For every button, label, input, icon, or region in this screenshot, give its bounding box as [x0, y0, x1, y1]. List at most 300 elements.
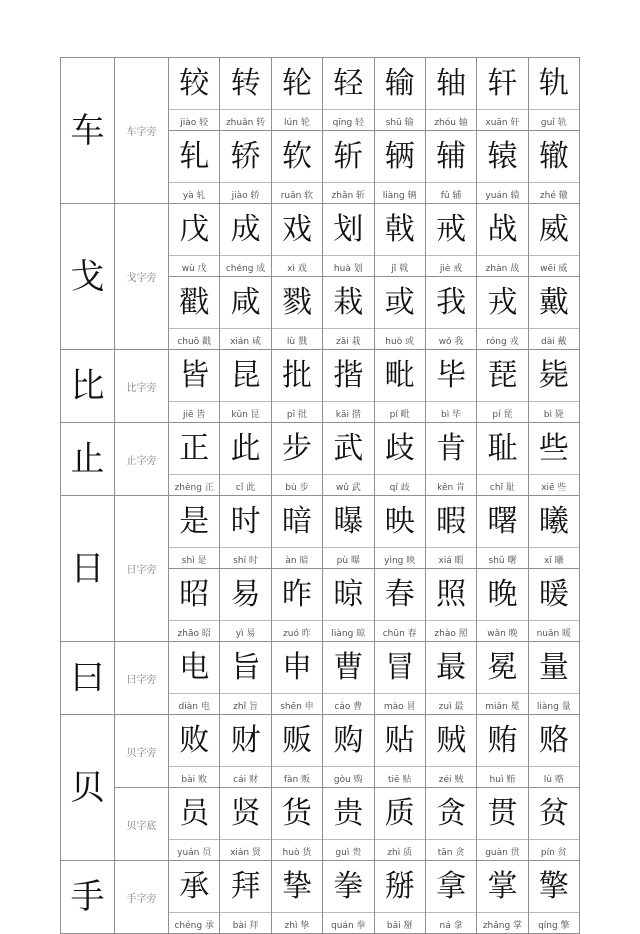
char-cell: [425, 58, 476, 110]
pinyin-label: xiá 暇: [438, 556, 464, 566]
calligraphy-char: 戮: [281, 285, 312, 320]
calligraphy-char: 戒: [436, 212, 467, 247]
calligraphy-char: 揩: [333, 358, 364, 393]
calligraphy-char: 步: [281, 431, 312, 466]
char-cell: [374, 204, 425, 256]
pinyin-cell: [528, 548, 579, 569]
char-cell: [271, 58, 322, 110]
char-cell: [374, 131, 425, 183]
char-cell: [323, 788, 374, 840]
pinyin-cell: [374, 840, 425, 861]
radical-name-label: 手字旁: [115, 861, 169, 934]
pinyin-label: bì 毙: [543, 410, 564, 420]
char-row: [61, 496, 580, 548]
pinyin-cell: [271, 256, 322, 277]
calligraphy-char: 戊: [179, 212, 210, 247]
pinyin-label: pī 批: [286, 410, 307, 420]
calligraphy-char: 赂: [538, 723, 569, 758]
pinyin-cell: [220, 767, 271, 788]
calligraphy-char: 曝: [333, 504, 364, 539]
char-cell: [323, 131, 374, 183]
pinyin-label: qíng 擎: [538, 921, 570, 931]
pinyin-cell: [323, 183, 374, 204]
pinyin-cell: [271, 329, 322, 350]
pinyin-cell: [169, 329, 220, 350]
char-cell: [374, 423, 425, 475]
char-row: [61, 423, 580, 475]
pinyin-label: pí 琵: [492, 410, 513, 420]
pinyin-label: xì 戏: [287, 264, 307, 274]
char-cell: [323, 277, 374, 329]
calligraphy-char: 败: [179, 723, 210, 758]
char-cell: [271, 642, 322, 694]
pinyin-label: guàn 贯: [485, 848, 520, 858]
pinyin-label: qīng 轻: [332, 118, 365, 128]
pinyin-cell: [425, 767, 476, 788]
calligraphy-char: 擎: [538, 869, 569, 904]
pinyin-cell: [477, 621, 528, 642]
calligraphy-char: 毙: [538, 358, 569, 393]
pinyin-cell: [271, 402, 322, 423]
char-cell: [323, 642, 374, 694]
pinyin-label: jiè 戒: [439, 264, 463, 274]
pinyin-cell: [220, 475, 271, 496]
pinyin-label: lù 赂: [543, 775, 564, 785]
char-cell: [323, 569, 374, 621]
pinyin-label: xiē 些: [541, 483, 567, 493]
pinyin-label: fàn 贩: [283, 775, 311, 785]
radical-practice-table: [60, 57, 580, 934]
calligraphy-char: 贼: [436, 723, 467, 758]
pinyin-label: zhǐ 旨: [233, 702, 258, 712]
char-cell: [220, 569, 271, 621]
calligraphy-char: 皆: [179, 358, 210, 393]
char-cell: [477, 642, 528, 694]
pinyin-cell: [323, 621, 374, 642]
radical-name-label: 比字旁: [115, 350, 169, 423]
pinyin-cell: [271, 110, 322, 131]
calligraphy-char: 掌: [487, 869, 518, 904]
pinyin-cell: [169, 475, 220, 496]
radical-name-label: 日字旁: [115, 496, 169, 642]
pinyin-label: bài 拜: [232, 921, 259, 931]
calligraphy-char: 转: [230, 66, 261, 101]
pinyin-cell: [374, 475, 425, 496]
char-cell: [477, 58, 528, 110]
calligraphy-char: 辙: [538, 139, 569, 174]
calligraphy-char: 轨: [538, 66, 569, 101]
radical-cell: [61, 58, 115, 204]
pinyin-cell: [220, 621, 271, 642]
char-cell: [528, 350, 579, 402]
char-cell: [271, 423, 322, 475]
calligraphy-char: 歧: [384, 431, 415, 466]
pinyin-cell: [425, 840, 476, 861]
pinyin-cell: [220, 183, 271, 204]
calligraphy-char: 辅: [436, 139, 467, 174]
calligraphy-char: 正: [179, 431, 210, 466]
pinyin-cell: [528, 913, 579, 934]
pinyin-label: liàng 晾: [331, 629, 366, 639]
char-cell: [528, 204, 579, 256]
calligraphy-char: 员: [179, 796, 210, 831]
char-cell: [477, 277, 528, 329]
pinyin-label: guǐ 轨: [540, 118, 567, 128]
pinyin-label: zéi 贼: [438, 775, 464, 785]
pinyin-cell: [271, 183, 322, 204]
pinyin-cell: [477, 402, 528, 423]
pinyin-label: zuì 最: [438, 702, 464, 712]
pinyin-cell: [477, 840, 528, 861]
pinyin-label: lù 戮: [286, 337, 307, 347]
char-cell: [374, 58, 425, 110]
pinyin-label: bì 毕: [441, 410, 462, 420]
char-cell: [425, 715, 476, 767]
char-cell: [169, 204, 220, 256]
calligraphy-char: 输: [384, 66, 415, 101]
calligraphy-char: 承: [179, 869, 210, 904]
calligraphy-char: 贵: [333, 796, 364, 831]
radical-char: 日: [70, 548, 105, 589]
pinyin-cell: [477, 110, 528, 131]
pinyin-label: huò 货: [282, 848, 312, 858]
calligraphy-char: 咸: [230, 285, 261, 320]
pinyin-cell: [528, 767, 579, 788]
pinyin-label: cái 财: [233, 775, 258, 785]
char-cell: [220, 642, 271, 694]
char-cell: [220, 58, 271, 110]
pinyin-cell: [169, 548, 220, 569]
calligraphy-char: 拳: [333, 869, 364, 904]
calligraphy-char: 拿: [436, 869, 467, 904]
pinyin-label: liàng 辆: [382, 191, 417, 201]
calligraphy-char: 昨: [281, 577, 312, 612]
calligraphy-char: 电: [179, 650, 210, 685]
calligraphy-char: 财: [230, 723, 261, 758]
calligraphy-char: 申: [281, 650, 312, 685]
pinyin-cell: [374, 329, 425, 350]
calligraphy-char: 或: [384, 285, 415, 320]
char-cell: [528, 569, 579, 621]
char-cell: [528, 277, 579, 329]
char-cell: [477, 423, 528, 475]
calligraphy-char: 曙: [487, 504, 518, 539]
pinyin-label: huì 贿: [489, 775, 516, 785]
pinyin-label: shì 是: [181, 556, 207, 566]
radical-name-label: 曰字旁: [115, 642, 169, 715]
char-cell: [425, 277, 476, 329]
char-cell: [323, 715, 374, 767]
calligraphy-char: 戴: [538, 285, 569, 320]
char-cell: [271, 496, 322, 548]
calligraphy-char: 轧: [179, 139, 210, 174]
pinyin-label: wǎn 晚: [487, 629, 518, 639]
pinyin-cell: [528, 402, 579, 423]
pinyin-label: zhì 质: [387, 848, 413, 858]
calligraphy-char: 掰: [384, 869, 415, 904]
char-cell: [425, 788, 476, 840]
pinyin-label: wēi 威: [540, 264, 568, 274]
pinyin-label: xuān 轩: [485, 118, 520, 128]
pinyin-label: nuǎn 暖: [536, 629, 572, 639]
pinyin-label: chūn 春: [382, 629, 417, 639]
calligraphy-char: 暗: [281, 504, 312, 539]
pinyin-cell: [169, 840, 220, 861]
pinyin-label: cáo 曹: [334, 702, 363, 712]
radical-cell: [61, 642, 115, 715]
pinyin-cell: [425, 110, 476, 131]
char-cell: [169, 788, 220, 840]
char-row: [61, 350, 580, 402]
pinyin-label: zhèng 正: [174, 483, 214, 493]
pinyin-cell: [425, 402, 476, 423]
pinyin-cell: [169, 256, 220, 277]
pinyin-label: wǔ 武: [335, 483, 361, 493]
pinyin-label: zhāo 昭: [177, 629, 211, 639]
calligraphy-char: 拜: [230, 869, 261, 904]
calligraphy-char: 毗: [384, 358, 415, 393]
calligraphy-char: 易: [230, 577, 261, 612]
radical-char: 止: [70, 439, 105, 479]
calligraphy-char: 辕: [487, 139, 518, 174]
calligraphy-char: 量: [538, 650, 569, 685]
pinyin-label: zhàn 战: [485, 264, 520, 274]
pinyin-label: zhǎng 掌: [482, 921, 523, 931]
pinyin-cell: [528, 621, 579, 642]
char-cell: [220, 350, 271, 402]
pinyin-label: ruǎn 软: [280, 191, 314, 201]
pinyin-label: diàn 电: [178, 702, 210, 712]
pinyin-label: miǎn 冕: [485, 702, 520, 712]
pinyin-cell: [271, 621, 322, 642]
calligraphy-char: 戳: [179, 285, 210, 320]
pinyin-cell: [169, 402, 220, 423]
pinyin-label: chéng 承: [174, 921, 214, 931]
char-cell: [425, 569, 476, 621]
pinyin-cell: [528, 694, 579, 715]
pinyin-cell: [477, 183, 528, 204]
pinyin-label: jiào 轿: [231, 191, 260, 201]
pinyin-cell: [169, 767, 220, 788]
pinyin-label: cǐ 此: [235, 483, 256, 493]
pinyin-cell: [425, 183, 476, 204]
pinyin-label: chǐ 耻: [489, 483, 515, 493]
pinyin-label: yuán 员: [177, 848, 212, 858]
pinyin-label: zhuǎn 转: [225, 118, 266, 128]
calligraphy-char: 栽: [333, 285, 364, 320]
pinyin-cell: [374, 621, 425, 642]
char-cell: [323, 58, 374, 110]
char-cell: [220, 277, 271, 329]
radical-cell: [61, 861, 115, 934]
char-cell: [528, 715, 579, 767]
char-cell: [220, 423, 271, 475]
calligraphy-char: 暇: [436, 504, 467, 539]
pinyin-label: shǔ 曙: [488, 556, 517, 566]
char-cell: [425, 204, 476, 256]
pinyin-cell: [425, 329, 476, 350]
pinyin-cell: [528, 840, 579, 861]
pinyin-cell: [374, 694, 425, 715]
pinyin-label: gòu 购: [333, 775, 363, 785]
radical-cell: [61, 423, 115, 496]
char-cell: [528, 642, 579, 694]
char-cell: [477, 788, 528, 840]
pinyin-label: guì 贵: [335, 848, 362, 858]
pinyin-label: zuó 昨: [283, 629, 311, 639]
pinyin-label: xián 咸: [230, 337, 262, 347]
pinyin-label: pù 曝: [336, 556, 360, 566]
calligraphy-char: 挚: [281, 869, 312, 904]
char-row: [61, 58, 580, 110]
pinyin-label: zhóu 轴: [434, 118, 468, 128]
char-row: [61, 715, 580, 767]
pinyin-cell: [271, 913, 322, 934]
pinyin-label: kěn 肯: [437, 483, 466, 493]
pinyin-cell: [374, 110, 425, 131]
pinyin-label: quán 拳: [331, 921, 366, 931]
calligraphy-char: 轩: [487, 66, 518, 101]
pinyin-cell: [477, 256, 528, 277]
pinyin-cell: [323, 548, 374, 569]
pinyin-label: zhì 挚: [284, 921, 310, 931]
calligraphy-char: 贪: [436, 796, 467, 831]
char-cell: [374, 350, 425, 402]
char-cell: [425, 350, 476, 402]
pinyin-cell: [425, 548, 476, 569]
calligraphy-char: 最: [436, 650, 467, 685]
radical-char: 戈: [70, 256, 105, 297]
radical-char: 手: [70, 877, 105, 917]
calligraphy-char: 昆: [230, 358, 261, 393]
char-cell: [271, 569, 322, 621]
pinyin-label: liàng 量: [536, 702, 571, 712]
pinyin-cell: [528, 329, 579, 350]
char-cell: [374, 642, 425, 694]
calligraphy-char: 斩: [333, 139, 364, 174]
pinyin-cell: [477, 694, 528, 715]
pinyin-cell: [323, 475, 374, 496]
pinyin-cell: [220, 256, 271, 277]
pinyin-cell: [271, 767, 322, 788]
calligraphy-char: 轴: [436, 66, 467, 101]
char-cell: [169, 423, 220, 475]
calligraphy-char: 轻: [333, 66, 364, 101]
calligraphy-char: 暖: [538, 577, 569, 612]
pinyin-label: ná 拿: [439, 921, 463, 931]
pinyin-cell: [220, 548, 271, 569]
pinyin-cell: [477, 548, 528, 569]
char-cell: [528, 423, 579, 475]
calligraphy-char: 贩: [281, 723, 312, 758]
pinyin-cell: [220, 329, 271, 350]
char-cell: [220, 788, 271, 840]
char-cell: [271, 277, 322, 329]
pinyin-label: yì 易: [235, 629, 256, 639]
pinyin-label: jiào 较: [180, 118, 209, 128]
pinyin-label: pí 毗: [389, 410, 410, 420]
pinyin-label: wù 戊: [181, 264, 207, 274]
pinyin-label: jǐ 戟: [391, 264, 409, 274]
char-cell: [169, 277, 220, 329]
calligraphy-char: 轮: [281, 66, 312, 101]
calligraphy-char: 贿: [487, 723, 518, 758]
char-cell: [477, 131, 528, 183]
char-cell: [374, 788, 425, 840]
pinyin-label: qí 歧: [389, 483, 410, 493]
char-row: [61, 788, 580, 840]
calligraphy-char: 毕: [436, 358, 467, 393]
char-cell: [425, 642, 476, 694]
radical-name-label: 戈字旁: [115, 204, 169, 350]
char-cell: [425, 496, 476, 548]
pinyin-label: lún 轮: [284, 118, 310, 128]
calligraphy-char: 旨: [230, 650, 261, 685]
char-cell: [271, 350, 322, 402]
pinyin-cell: [528, 475, 579, 496]
calligraphy-char: 质: [384, 796, 415, 831]
pinyin-label: pín 贫: [540, 848, 567, 858]
pinyin-cell: [271, 840, 322, 861]
pinyin-label: huò 或: [385, 337, 415, 347]
radical-char: 贝: [70, 767, 105, 808]
char-cell: [271, 131, 322, 183]
pinyin-label: àn 暗: [285, 556, 309, 566]
pinyin-cell: [323, 110, 374, 131]
calligraphy-char: 轿: [230, 139, 261, 174]
radical-name-label: 车字旁: [115, 58, 169, 204]
pinyin-cell: [169, 183, 220, 204]
calligraphy-char: 晚: [487, 577, 518, 612]
pinyin-cell: [271, 475, 322, 496]
pinyin-cell: [323, 767, 374, 788]
radical-cell: [61, 496, 115, 642]
pinyin-cell: [374, 548, 425, 569]
calligraphy-char: 威: [538, 212, 569, 247]
radical-name-label: 止字旁: [115, 423, 169, 496]
pinyin-cell: [425, 621, 476, 642]
radical-char: 比: [70, 366, 105, 406]
char-cell: [374, 715, 425, 767]
calligraphy-char: 此: [230, 431, 261, 466]
pinyin-cell: [528, 110, 579, 131]
pinyin-label: shēn 申: [280, 702, 314, 712]
pinyin-label: zāi 栽: [336, 337, 361, 347]
calligraphy-char: 照: [436, 577, 467, 612]
pinyin-label: kūn 昆: [231, 410, 260, 420]
pinyin-label: wǒ 我: [438, 337, 464, 347]
char-cell: [169, 58, 220, 110]
pinyin-cell: [374, 183, 425, 204]
char-cell: [477, 715, 528, 767]
pinyin-label: dài 戴: [541, 337, 567, 347]
pinyin-cell: [220, 913, 271, 934]
radical-cell: [61, 204, 115, 350]
radical-cell: [61, 715, 115, 861]
char-cell: [271, 788, 322, 840]
calligraphy-char: 我: [436, 285, 467, 320]
calligraphy-char: 货: [281, 796, 312, 831]
pinyin-label: tān 贪: [437, 848, 465, 858]
calligraphy-char: 是: [179, 504, 210, 539]
char-cell: [169, 496, 220, 548]
char-cell: [374, 496, 425, 548]
calligraphy-char: 贴: [384, 723, 415, 758]
pinyin-label: róng 戎: [486, 337, 519, 347]
char-row: [61, 642, 580, 694]
pinyin-cell: [323, 840, 374, 861]
char-cell: [374, 277, 425, 329]
